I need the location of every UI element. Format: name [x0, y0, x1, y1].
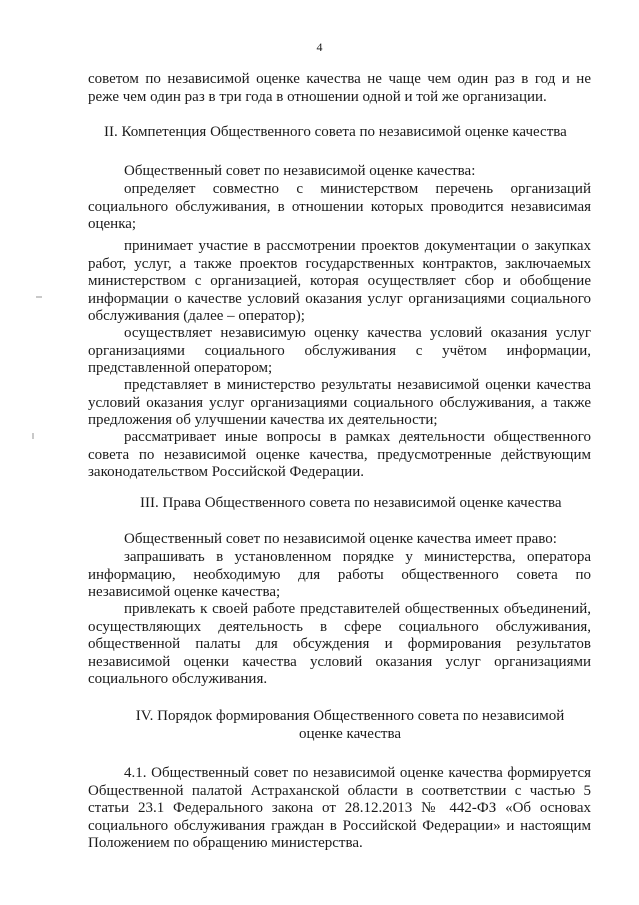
text-line: организациями социального обслуживания с учётом информации,	[88, 342, 591, 359]
text-line: Общественной палатой Астраханской области в соответствии с частью 5	[88, 782, 591, 799]
text-line: социального обслуживания, в отношении которых проводится независимая	[88, 198, 591, 215]
heading-line: оценке качества	[299, 726, 401, 742]
text-line: оценка;	[88, 216, 137, 232]
text-line: Положением по обращению министерства.	[88, 835, 363, 851]
text-line: статьи 23.1 Федерального закона от 28.12.2013 № 442-ФЗ «Об основах	[88, 800, 591, 816]
heading-line: IV. Порядок формирования Общественного совета по независимой	[135, 708, 565, 724]
section-2-item-1	[88, 181, 591, 234]
text-line: предложения об улучшении качества их деятельности;	[88, 412, 438, 428]
section-3-lead: Общественный совет по независимой оценке качества имеет право:	[124, 531, 557, 547]
section-3-item-2	[88, 601, 591, 689]
text-line: представляет в министерство результаты независимой оценки качества	[124, 377, 591, 393]
text-line: законодательством Российской Федерации.	[88, 464, 365, 480]
section-2-item-3	[88, 325, 591, 378]
text-line: принимает участие в рассмотрении проектов документации о закупках	[124, 238, 591, 254]
section-4-item-1	[88, 765, 591, 853]
section-2-item-5	[88, 429, 591, 482]
text-line: осуществляющих деятельность в сфере социального обслуживания,	[88, 618, 591, 635]
text-line: социального обслуживания граждан в Российской Федерации» и настоящим	[88, 817, 591, 834]
text-line: осуществляет независимую оценку качества условий оказания услуг	[124, 325, 591, 341]
page-number: 4	[316, 40, 323, 54]
text-line: условий оказания услуг организациями социального обслуживания, а также	[88, 394, 591, 411]
text-line: рассматривает иные вопросы в рамках деятельности общественного	[124, 429, 591, 445]
text-line: обслуживания (далее – оператор);	[88, 308, 305, 324]
text-line: привлекать к своей работе представителей общественных объединений,	[124, 601, 591, 617]
text-line: представленной оператором;	[88, 360, 273, 376]
text-line: совета по независимой оценке качества, предусмотренные действующим	[88, 446, 591, 463]
section-2-item-2	[88, 238, 591, 326]
text-line: независимой оценке качества;	[88, 584, 281, 600]
text-line: реже чем один раз в три года в отношении одной и той же организации.	[88, 88, 547, 105]
section-2-lead: Общественный совет по независимой оценке качества:	[124, 163, 476, 179]
section-4-heading	[100, 707, 600, 743]
text-line: работ, услуг, а также проектов государственных контрактов, заключаемых	[88, 255, 591, 272]
scan-mark	[36, 296, 42, 298]
intro-paragraph	[88, 71, 591, 106]
text-line: социального обслуживания.	[88, 671, 268, 687]
text-line: советом по независимой оценке качества не чаще чем один раз в год и не	[88, 71, 591, 87]
text-line: 4.1. Общественный совет по независимой оценке качества формируется	[124, 765, 591, 781]
text-line: запрашивать в установленном порядке у министерства, оператора	[124, 549, 591, 565]
text-line: министерством с организацией, которая осуществляет сбор и обобщение	[88, 273, 591, 289]
text-line: информацию, необходимую для работы общественного совета по	[88, 566, 591, 583]
text-line: общественной палаты для обсуждения и формирования результатов	[88, 636, 591, 652]
text-line: информации о качестве условий оказания услуг организациями социального	[88, 290, 591, 307]
section-2-heading: II. Компетенция Общественного совета по независимой оценке качества	[104, 124, 567, 140]
text-line: независимой оценки качества условий оказания услуг организациями	[88, 653, 591, 670]
section-3-item-1	[88, 549, 591, 602]
scan-mark	[32, 433, 34, 439]
text-line: определяет совместно с министерством перечень организаций	[124, 181, 591, 197]
section-3-heading: III. Права Общественного совета по независимой оценке качества	[140, 495, 562, 511]
section-2-item-4	[88, 377, 591, 430]
